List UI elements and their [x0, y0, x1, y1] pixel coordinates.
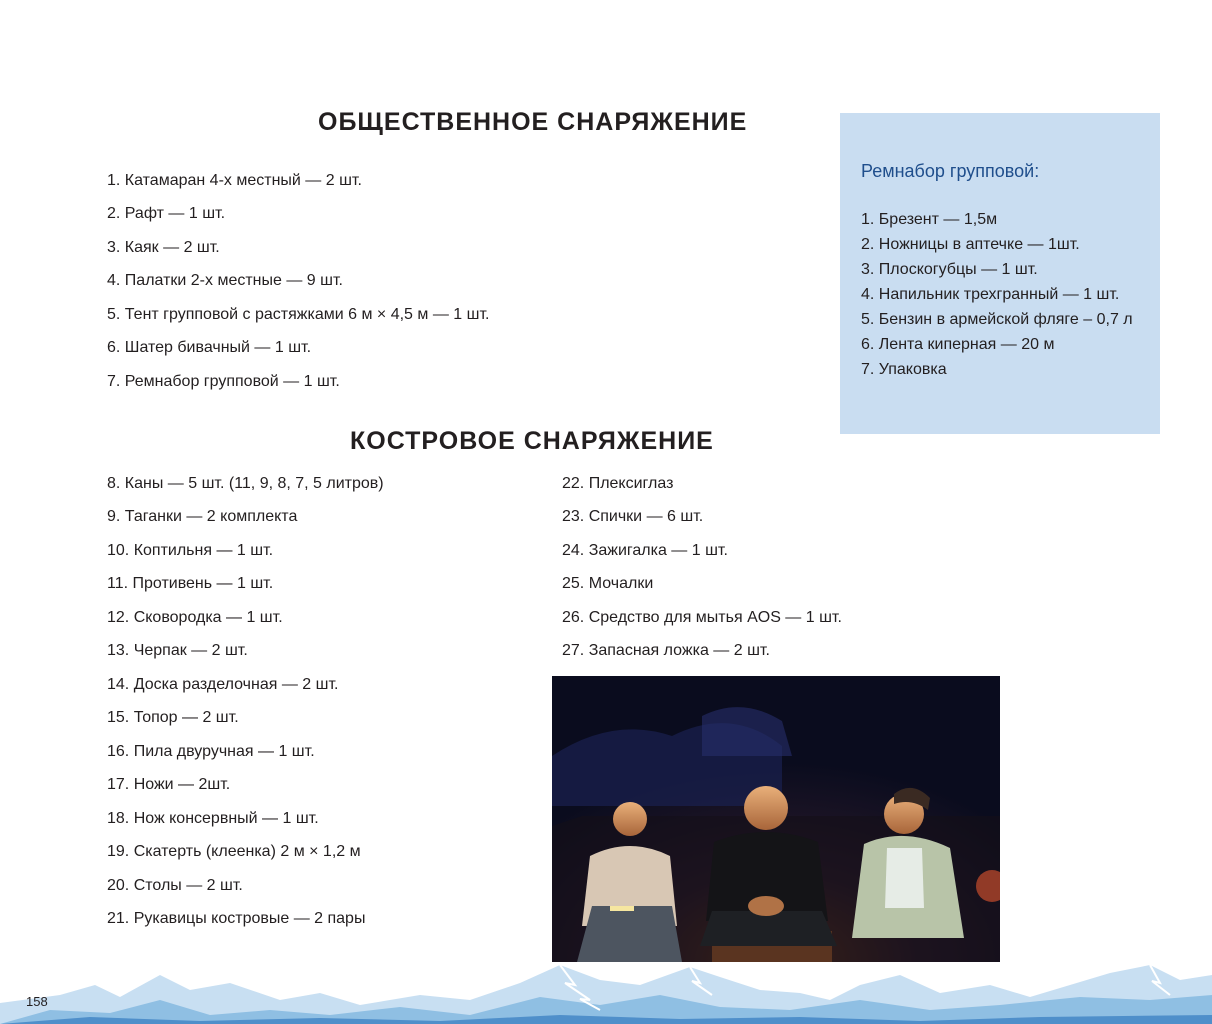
list-item: 6. Лента киперная — 20 м [861, 336, 1055, 353]
list-item: 11. Противень — 1 шт. [107, 575, 274, 592]
list-item: 7. Ремнабор групповой — 1 шт. [107, 373, 340, 390]
list-item: 19. Скатерть (клеенка) 2 м × 1,2 м [107, 843, 361, 860]
list-item: 21. Рукавицы костровые — 2 пары [107, 910, 366, 927]
list-item: 1. Брезент — 1,5м [861, 211, 998, 228]
list-item: 16. Пила двуручная — 1 шт. [107, 743, 315, 760]
public-gear-heading: ОБЩЕСТВЕННОЕ СНАРЯЖЕНИЕ [318, 108, 748, 136]
list-item: 17. Ножи — 2шт. [107, 776, 231, 793]
repair-kit-title: Ремнабор групповой: [861, 161, 1040, 181]
campfire-gear-heading: КОСТРОВОЕ СНАРЯЖЕНИЕ [350, 427, 714, 455]
list-item: 5. Бензин в армейской фляге – 0,7 л [861, 311, 1133, 328]
list-item: 4. Палатки 2-х местные — 9 шт. [107, 272, 343, 289]
repair-kit-box [840, 113, 1160, 434]
list-item: 7. Упаковка [861, 361, 947, 378]
campfire-photo-illustration [552, 676, 1000, 962]
list-item: 2. Ножницы в аптечке — 1шт. [861, 236, 1080, 253]
list-item: 3. Каяк — 2 шт. [107, 239, 220, 256]
list-item: 24. Зажигалка — 1 шт. [562, 542, 728, 559]
list-item: 22. Плексиглаз [562, 475, 674, 492]
list-item: 8. Каны — 5 шт. (11, 9, 8, 7, 5 литров) [107, 475, 384, 492]
mountains-illustration [0, 955, 1212, 1024]
list-item: 15. Топор — 2 шт. [107, 709, 239, 726]
list-item: 4. Напильник трехгранный — 1 шт. [861, 286, 1120, 303]
list-item: 5. Тент групповой с растяжками 6 м × 4,5 м — 1 шт. [107, 306, 490, 323]
list-item: 20. Столы — 2 шт. [107, 877, 243, 894]
list-item: 13. Черпак — 2 шт. [107, 642, 248, 659]
list-item: 27. Запасная ложка — 2 шт. [562, 642, 770, 659]
list-item: 23. Спички — 6 шт. [562, 508, 704, 525]
list-item: 10. Коптильня — 1 шт. [107, 542, 274, 559]
list-item: 18. Нож консервный — 1 шт. [107, 810, 319, 827]
page-number: 158 [26, 994, 48, 1009]
list-item: 14. Доска разделочная — 2 шт. [107, 676, 339, 693]
campfire-photo [552, 676, 1000, 962]
list-item: 2. Рафт — 1 шт. [107, 205, 226, 222]
list-item: 25. Мочалки [562, 575, 654, 592]
list-item: 12. Сковородка — 1 шт. [107, 609, 283, 626]
list-item: 9. Таганки — 2 комплекта [107, 508, 298, 525]
list-item: 1. Катамаран 4-х местный — 2 шт. [107, 172, 362, 189]
list-item: 6. Шатер бивачный — 1 шт. [107, 339, 312, 356]
list-item: 26. Средство для мытья AOS — 1 шт. [562, 609, 842, 626]
list-item: 3. Плоскогубцы — 1 шт. [861, 261, 1038, 278]
